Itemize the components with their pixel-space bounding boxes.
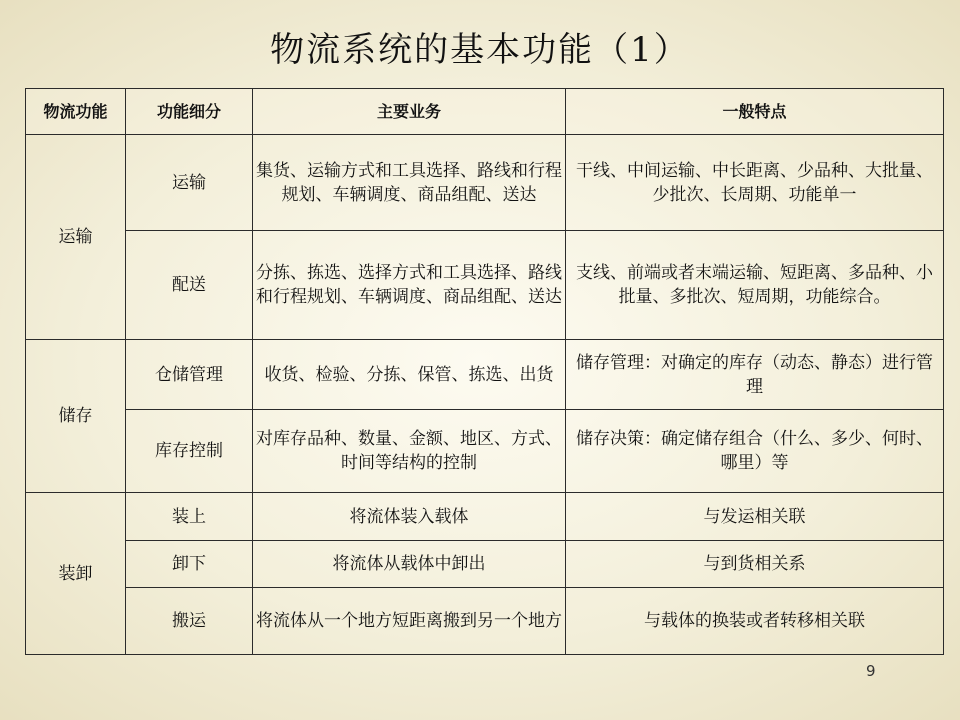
function-label: 储存	[58, 406, 93, 426]
business-text: 对库存品种、数量、金额、地区、方式、时间等结构的控制	[256, 429, 562, 473]
function-cell-storage	[26, 340, 126, 493]
function-label: 运输	[58, 227, 93, 247]
features-cell	[566, 493, 944, 541]
features-text: 储存管理：对确定的库存（动态、静态）进行管理	[576, 352, 933, 397]
features-text: 与载体的换装或者转移相关联	[644, 611, 865, 631]
page-number: 9	[866, 662, 876, 680]
slide-title: 物流系统的基本功能（1）	[270, 30, 690, 70]
features-cell	[566, 410, 944, 493]
features-cell	[566, 231, 944, 340]
table-row	[26, 588, 944, 655]
function-cell-transport	[26, 135, 126, 340]
sub-function-cell	[126, 493, 253, 541]
business-text: 将流体装入载体	[349, 506, 469, 527]
table-row	[26, 340, 944, 410]
logistics-functions-table-container	[25, 88, 943, 655]
features-text: 干线、中间运输、中长距离、少品种、大批量、少批次、长周期、功能单一	[576, 160, 933, 205]
sub-function-cell	[126, 588, 253, 655]
features-cell	[566, 541, 944, 588]
table-row	[26, 493, 944, 541]
business-cell	[253, 493, 566, 541]
features-cell	[566, 588, 944, 655]
business-cell	[253, 340, 566, 410]
features-cell	[566, 340, 944, 410]
features-text: 与到货相关系	[703, 554, 806, 574]
sub-function-label: 运输	[172, 172, 206, 193]
features-cell	[566, 135, 944, 231]
header-sub-function: 功能细分	[126, 89, 253, 135]
logistics-functions-table	[25, 88, 944, 655]
sub-function-label: 卸下	[172, 554, 206, 574]
features-text: 储存决策：确定储存组合（什么、多少、何时、哪里）等	[576, 429, 933, 473]
business-text: 将流体从一个地方短距离搬到另一个地方	[256, 611, 562, 631]
sub-function-cell	[126, 231, 253, 340]
header-function: 物流功能	[26, 89, 126, 135]
sub-function-cell	[126, 135, 253, 231]
business-text: 将流体从载体中卸出	[332, 554, 486, 574]
business-cell	[253, 410, 566, 493]
business-cell	[253, 588, 566, 655]
features-text: 支线、前端或者末端运输、短距离、多品种、小批量、多批次、短周期，功能综合。	[576, 263, 933, 307]
features-text: 与发运相关联	[703, 506, 806, 527]
table-row	[26, 541, 944, 588]
sub-function-label: 仓储管理	[155, 364, 223, 385]
business-text: 集货、运输方式和工具选择、路线和行程规划、车辆调度、商品组配、送达	[256, 160, 562, 205]
header-main-business: 主要业务	[253, 89, 566, 135]
table-header-row	[26, 89, 944, 135]
sub-function-label: 装上	[172, 506, 206, 527]
sub-function-cell	[126, 410, 253, 493]
business-text: 收货、检验、分拣、保管、拣选、出货	[264, 364, 554, 385]
sub-function-label: 搬运	[172, 611, 206, 631]
function-cell-handling	[26, 493, 126, 655]
sub-function-label: 配送	[172, 275, 206, 295]
sub-function-cell	[126, 541, 253, 588]
business-text: 分拣、拣选、选择方式和工具选择、路线和行程规划、车辆调度、商品组配、送达	[256, 263, 562, 307]
sub-function-cell	[126, 340, 253, 410]
header-general-features: 一般特点	[566, 89, 944, 135]
business-cell	[253, 135, 566, 231]
business-cell	[253, 231, 566, 340]
function-label: 装卸	[58, 563, 93, 584]
table-row	[26, 231, 944, 340]
business-cell	[253, 541, 566, 588]
table-row	[26, 135, 944, 231]
sub-function-label: 库存控制	[155, 441, 223, 461]
table-row	[26, 410, 944, 493]
